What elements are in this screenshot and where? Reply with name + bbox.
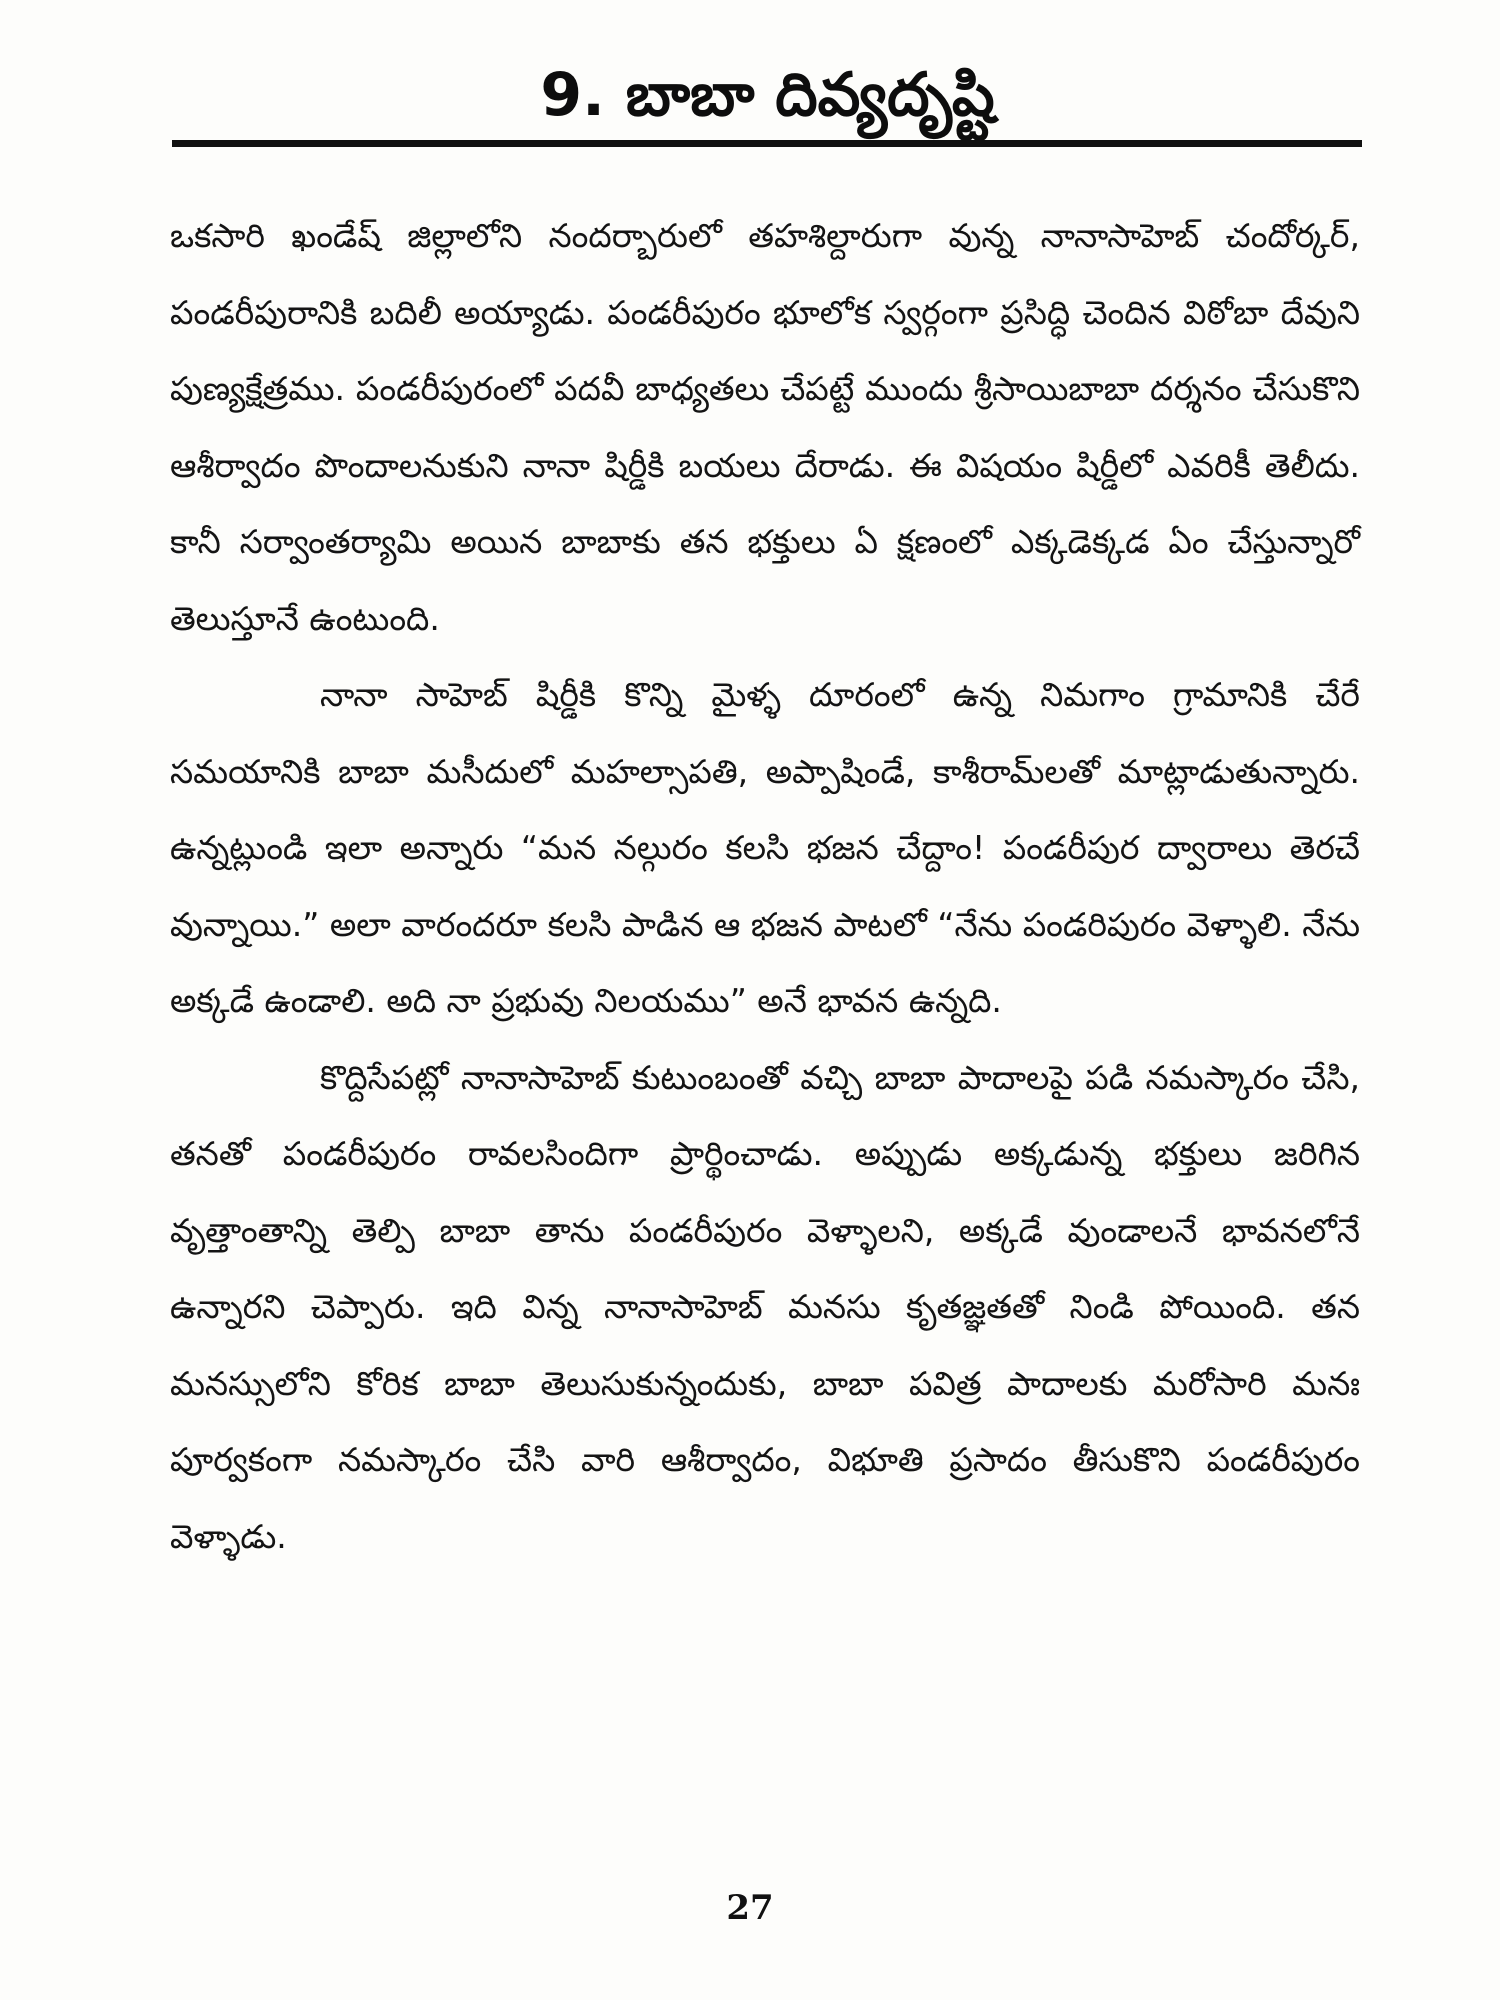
- paragraph-1: ఒకసారి ఖండేష్ జిల్లాలోని నందర్బారులో తహశిల్దారుగా వున్న నానాసాహెబ్ చందోర్కర్, పండరీపురానికి బదిలీ అయ్యాడు. పండరీపురం భూలోక స్వర్గంగా ప్రసిద్ధి చెందిన విఠోబా దేవుని పుణ్యక్షేత్రము. పండరీపురంలో పదవీ బాధ్యతలు చేపట్టే ముందు శ్రీసాయిబాబా దర్శనం చేసుకొని ఆశీర్వాదం పొందాలనుకుని నానా షిర్డీకి బయలు దేరాడు. ఈ విషయం షిర్డీలో ఎవరికీ తెలీదు. కానీ సర్వాంతర్యామి అయిన బాబాకు తన భక్తులు ఏ క్షణంలో ఎక్కడెక్కడ ఏం చేస్తున్నారో తెలుస్తూనే ఉంటుంది.: [170, 216, 1360, 638]
- paragraph-3: కొద్దిసేపట్లో నానాసాహెబ్ కుటుంబంతో వచ్చి బాబా పాదాలపై పడి నమస్కారం చేసి, తనతో పండరీపురం రావలసిందిగా ప్రార్థించాడు. అప్పుడు అక్కడున్న భక్తులు జరిగిన వృత్తాంతాన్ని తెల్పి బాబా తాను పండరీపురం వెళ్ళాలని, అక్కడే వుండాలనే భావనలోనే ఉన్నారని చెప్పారు. ఇది విన్న నానాసాహెబ్ మనసు కృతజ్ఞతతో నిండి పోయింది. తన మనస్సులోని కోరిక బాబా తెలుసుకున్నందుకు, బాబా పవిత్ర పాదాలకు మరోసారి మనః పూర్వకంగా నమస్కారం చేసి వారి ఆశీర్వాదం, విభూతి ప్రసాదం తీసుకొని పండరీపురం వెళ్ళాడు.: [170, 1057, 1360, 1556]
- chapter-title: 9. బాబా దివ్యదృష్టి: [540, 60, 995, 130]
- paragraph-2: నానా సాహెబ్ షిర్డీకి కొన్ని మైళ్ళ దూరంలో ఉన్న నిమగాం గ్రామానికి చేరే సమయానికి బాబా మసీదులో మహల్సాపతి, అప్పాషిండే, కాశీరామ్‌లతో మాట్లాడుతున్నారు. ఉన్నట్లుండి ఇలా అన్నారు “మన నల్గురం కలసి భజన చేద్దాం! పండరీపుర ద్వారాలు తెరచే వున్నాయి.” అలా వారందరూ కలసి పాడిన ఆ భజన పాటలో “నేను పండరిపురం వెళ్ళాలి. నేను అక్కడే ఉండాలి. అది నా ప్రభువు నిలయము” అనే భావన ఉన్నది.: [170, 675, 1360, 1020]
- chapter-body: [170, 198, 1360, 1575]
- title-underline-rule: [172, 140, 1362, 147]
- page-number: 27: [726, 1888, 774, 1928]
